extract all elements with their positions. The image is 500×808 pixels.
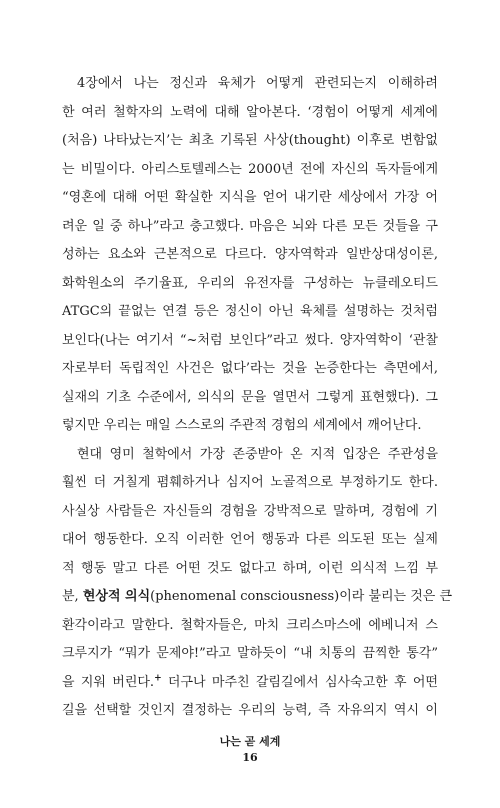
page-number: 16 xyxy=(242,751,258,764)
body-line: 크루지가 “뭐가 문제야!”라고 말하듯이 “내 치통의 끔찍한 통각” xyxy=(62,646,438,661)
body-line: 대어 행동한다. 오직 이러한 언어 행동과 다른 의도된 또는 실제 xyxy=(62,532,438,547)
body-line-with-term xyxy=(62,583,453,612)
body-line: 보인다(나는 여기서 “~처럼 보인다”라고 썼다. 양자역학이 ‘관찰 xyxy=(62,332,438,348)
running-title: 나는 곧 세계 xyxy=(219,735,281,748)
body-line: “영혼에 대해 어떤 확실한 지식을 얻어 내기란 세상에서 가장 어 xyxy=(62,190,438,205)
body-text-fragment: 더구나 마주친 갈림길에서 심사숙고한 후 어떤 xyxy=(161,674,438,690)
body-line: 렇지만 우리는 매일 스스로의 주관적 경험의 세계에서 깨어난다. xyxy=(62,418,422,433)
body-line: (처음) 나타났는지’는 최초 기록된 사상(thought) 이후로 변함없 xyxy=(62,133,438,148)
key-term: 현상적 의식 xyxy=(82,589,151,604)
body-text-fragment: 을 지워 버린다. xyxy=(62,674,155,690)
body-text xyxy=(62,70,453,726)
body-line: 는 비밀이다. 아리스토텔레스는 2000년 전에 자신의 독자들에게 xyxy=(62,161,438,177)
body-line: 길을 선택할 것인지 결정하는 우리의 능력, 즉 자유의지 역시 이 xyxy=(62,703,438,718)
body-line: 적 행동 말고 다른 어떤 것도 없다고 하며, 이런 의식적 느낌 부 xyxy=(62,560,438,576)
body-line: 자로부터 독립적인 사건은 없다’라는 것을 논증한다는 측면에서, xyxy=(62,361,438,376)
body-line-with-note xyxy=(62,669,438,698)
body-line: 실재의 기초 수준에서, 의식의 문을 열면서 그렇게 표현했다). 그 xyxy=(62,389,438,405)
body-line: 4장에서 나는 정신과 육체가 어떻게 관련되는지 이해하려 xyxy=(77,76,438,91)
body-line: 현대 영미 철학에서 가장 존중받아 온 지적 입장은 주관성을 xyxy=(77,446,438,462)
body-line: 한 여러 철학자의 노력에 대해 알아본다. ‘경험이 어떻게 세계에 xyxy=(62,104,438,120)
body-line: 성하는 요소와 근본적으로 다르다. 양자역학과 일반상대성이론, xyxy=(62,247,438,262)
body-line: 화학원소의 주기율표, 우리의 유전자를 구성하는 뉴클레오티드 xyxy=(62,275,438,291)
body-line: 훨씬 더 거칠게 폄훼하거나 심지어 노골적으로 부정하기도 한다. xyxy=(62,475,438,490)
body-line: ATGC의 끝없는 연결 등은 정신이 아닌 육체를 설명하는 것처럼 xyxy=(62,304,438,319)
body-text-fragment: (phenomenal consciousness)이라 불리는 것은 큰 xyxy=(150,589,453,604)
body-line: 려운 일 중 하나”라고 충고했다. 마음은 뇌와 다른 모든 것들을 구 xyxy=(62,218,438,234)
body-line: 사실상 사람들은 자신들의 경험을 강박적으로 말하며, 경험에 기 xyxy=(62,503,438,519)
body-text-fragment: 분, xyxy=(62,589,83,604)
footnote-marker[interactable]: + xyxy=(154,673,162,684)
body-line: 환각이라고 말한다. 철학자들은, 마치 크리스마스에 에베니저 스 xyxy=(62,617,438,633)
